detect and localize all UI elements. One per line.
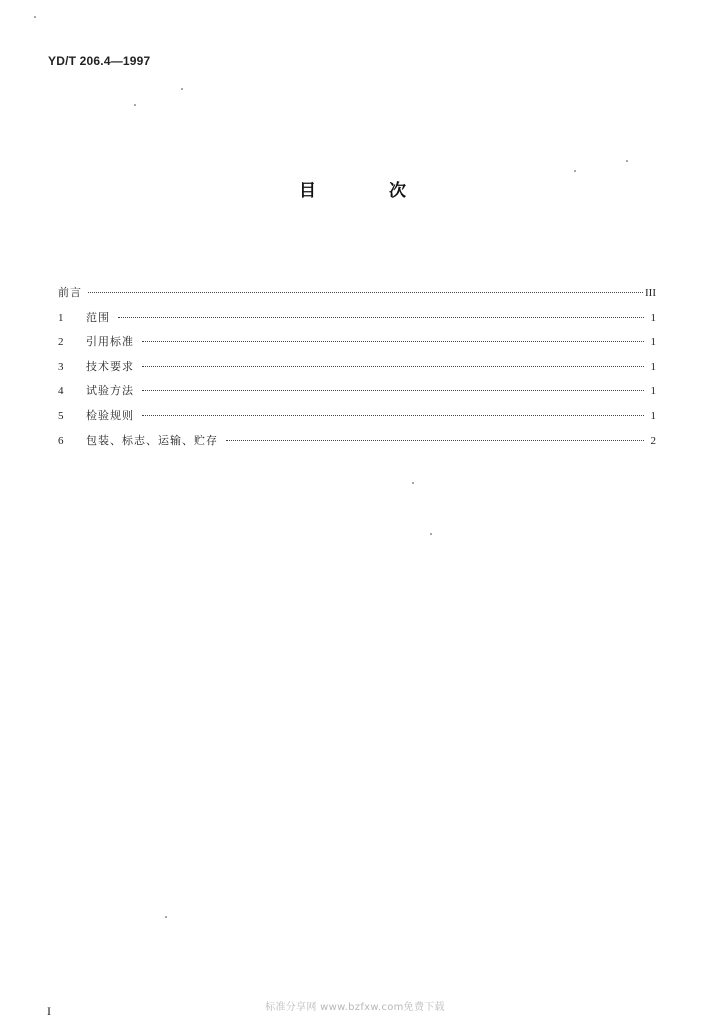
title-char-2: 次 [389,181,406,201]
toc-entry-number: 1 [58,311,64,324]
page-title [0,176,710,200]
toc-entry-page: 1 [650,311,656,324]
toc-leader-dots [142,390,644,391]
scan-speck [165,916,167,918]
scan-speck [34,16,36,18]
scan-speck [134,104,136,106]
toc-entry-label: 前言 [58,286,82,299]
toc-entry-label: 技术要求 [86,359,134,373]
toc-entry-3[interactable] [58,358,656,383]
toc-entry-label: 引用标准 [86,335,134,349]
toc-entry-page: 1 [650,336,656,349]
toc-entry-number: 3 [58,360,64,373]
scan-speck [430,533,432,535]
watermark-text: 标准分享网 www.bzfxw.com免费下载 [265,1002,445,1013]
scan-speck [574,170,576,172]
scan-speck [412,482,414,484]
toc-entry-number: 5 [58,409,64,422]
toc-entry-number: 6 [58,434,64,447]
toc-entry-6[interactable] [58,432,656,457]
title-char-1: 目 [299,181,316,201]
toc-leader-dots [142,341,644,342]
toc-entry-page: III [645,287,656,299]
toc-entry-page: 1 [650,385,656,398]
toc-entry-4[interactable] [58,382,656,407]
toc-leader-dots [142,366,644,367]
toc-leader-dots [142,415,644,416]
toc-entry-label: 试验方法 [86,384,134,398]
toc-entry-label: 范围 [86,310,110,324]
scan-speck [626,160,628,162]
toc-entry-page: 1 [650,409,656,422]
toc-entry-page: 1 [650,360,656,373]
standard-code: YD/T 206.4—1997 [48,54,151,68]
table-of-contents [58,284,656,456]
toc-entry-1[interactable] [58,309,656,334]
toc-entry-2[interactable] [58,333,656,358]
toc-entry-foreword[interactable] [58,284,656,309]
page-number: I [47,1004,51,1018]
toc-entry-label: 检验规则 [86,408,134,422]
toc-entry-label: 包装、标志、运输、贮存 [86,433,218,447]
toc-entry-page: 2 [650,434,656,447]
toc-entry-5[interactable] [58,407,656,432]
scan-speck [181,88,183,90]
toc-entry-number: 4 [58,385,64,398]
toc-entry-number: 2 [58,336,64,349]
toc-leader-dots [226,440,644,441]
toc-leader-dots [88,292,643,293]
toc-leader-dots [118,317,644,318]
